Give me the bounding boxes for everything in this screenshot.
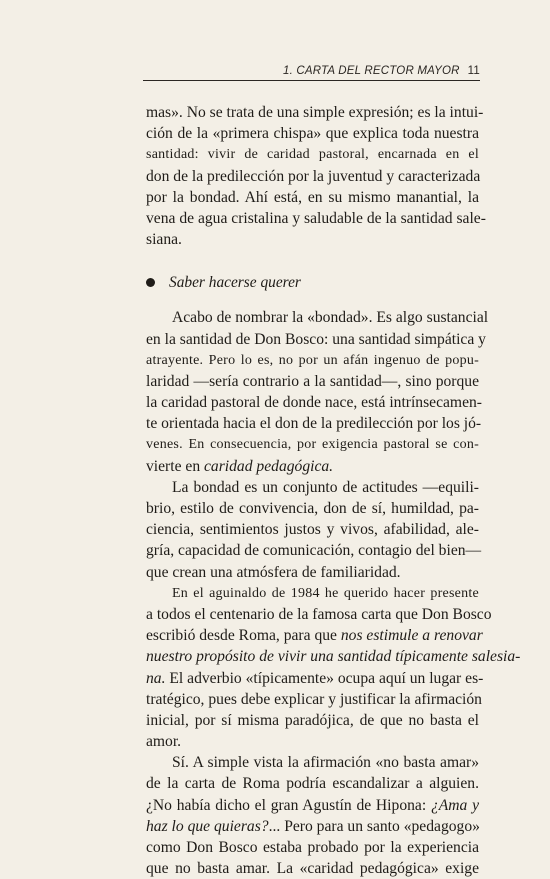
paragraph (146, 102, 486, 250)
text-line: a todos el centenario de la famosa carta que Don Bosco (146, 605, 492, 623)
text-line: laridad —sería contrario a la santidad—, sino porque (146, 372, 479, 390)
text-line: te orientada hacia el don de la predilección por los jó- (146, 415, 482, 433)
paragraph (146, 583, 521, 753)
text-line: vena de agua cristalina y saludable de la santidad sale- (146, 209, 486, 227)
emphasis-text: nos estimule a renovar (340, 627, 483, 645)
text-line: que crean una atmósfera de familiaridad. (146, 563, 401, 581)
text-line: siana. (146, 231, 182, 249)
text-line: don de la predilección por la juventud y caracterizada (146, 167, 481, 185)
page-number: 11 (467, 65, 480, 77)
text-line: santidad: vivir de caridad pastoral, encarnada en el (146, 147, 479, 163)
text-line: brio, estilo de convivencia, don de sí, humildad, pa- (146, 500, 479, 517)
text-line: tratégico, pues debe explicar y justificar la afirmación (146, 690, 482, 708)
paragraph (146, 307, 489, 477)
running-header (143, 63, 480, 81)
text-span: escribió desde Roma, para que (146, 627, 341, 645)
text-line: de la carta de Roma podría escandalizar a alguien. (146, 775, 479, 793)
text-line: gría, capacidad de comunicación, contagio del bien— (146, 542, 482, 560)
text-line: mas». No se trata de una simple expresión; es la intui- (146, 104, 484, 121)
section-heading-text: Saber hacerse querer (169, 274, 301, 292)
text-line (146, 646, 521, 667)
text-line: ción de la «primera chispa» que explica toda nuestra (146, 125, 479, 143)
section-heading (146, 271, 479, 295)
text-line: inicial, por sí misma paradójica, de que no basta el (146, 711, 479, 729)
emphasis-text: caridad pedagógica. (204, 457, 334, 475)
body-text (146, 102, 521, 879)
paragraph (146, 477, 482, 583)
text-line: ciencia, sentimientos justos y vivos, afabilidad, ale- (146, 521, 479, 539)
bullet-icon (146, 278, 155, 287)
paragraph (146, 752, 479, 879)
emphasis-text: nuestro propósito de vivir una santidad típicamente salesia- (146, 648, 521, 666)
text-line (146, 456, 479, 477)
text-line: atrayente. Pero lo es, no por un afán ingenuo de popu- (146, 352, 479, 368)
text-line: en la santidad de Don Bosco: una santidad simpática y (146, 330, 486, 348)
emphasis-text: haz lo que quieras? (146, 817, 269, 835)
text-span: ... Pero para un santo «pedagogo» (268, 817, 480, 835)
emphasis-text: ¿Ama y (430, 796, 480, 814)
text-line: por la bondad. Ahí está, en su mismo manantial, la (146, 188, 479, 206)
text-line: la caridad pastoral de donde nace, está intrínsecamen- (146, 394, 482, 412)
text-line: Acabo de nombrar la «bondad». Es algo sustancial (172, 309, 489, 327)
text-line: Sí. A simple vista la afirmación «no basta amar» (172, 754, 479, 772)
emphasis-text: na. (146, 669, 166, 687)
running-title: 1. CARTA DEL RECTOR MAYOR (282, 65, 460, 77)
text-span: vierte en (146, 457, 205, 475)
text-line (146, 816, 479, 837)
text-line (146, 795, 479, 816)
text-span: El adverbio «típicamente» ocupa aquí un lugar es- (165, 669, 484, 687)
text-line (146, 668, 484, 689)
text-line: venes. En consecuencia, por exigencia pastoral se con- (146, 437, 479, 453)
text-line: amor. (146, 733, 182, 751)
text-line: En el aguinaldo de 1984 he querido hacer presente (172, 585, 479, 601)
text-line: como Don Bosco estaba probado por la experiencia (146, 839, 479, 856)
text-line: La bondad es un conjunto de actitudes —equili- (172, 478, 479, 496)
text-line: que no basta amar. La «caridad pedagógica» exige (146, 860, 479, 878)
text-span: ¿No había dicho el gran Agustín de Hipona: (146, 796, 431, 814)
text-line (146, 625, 483, 646)
